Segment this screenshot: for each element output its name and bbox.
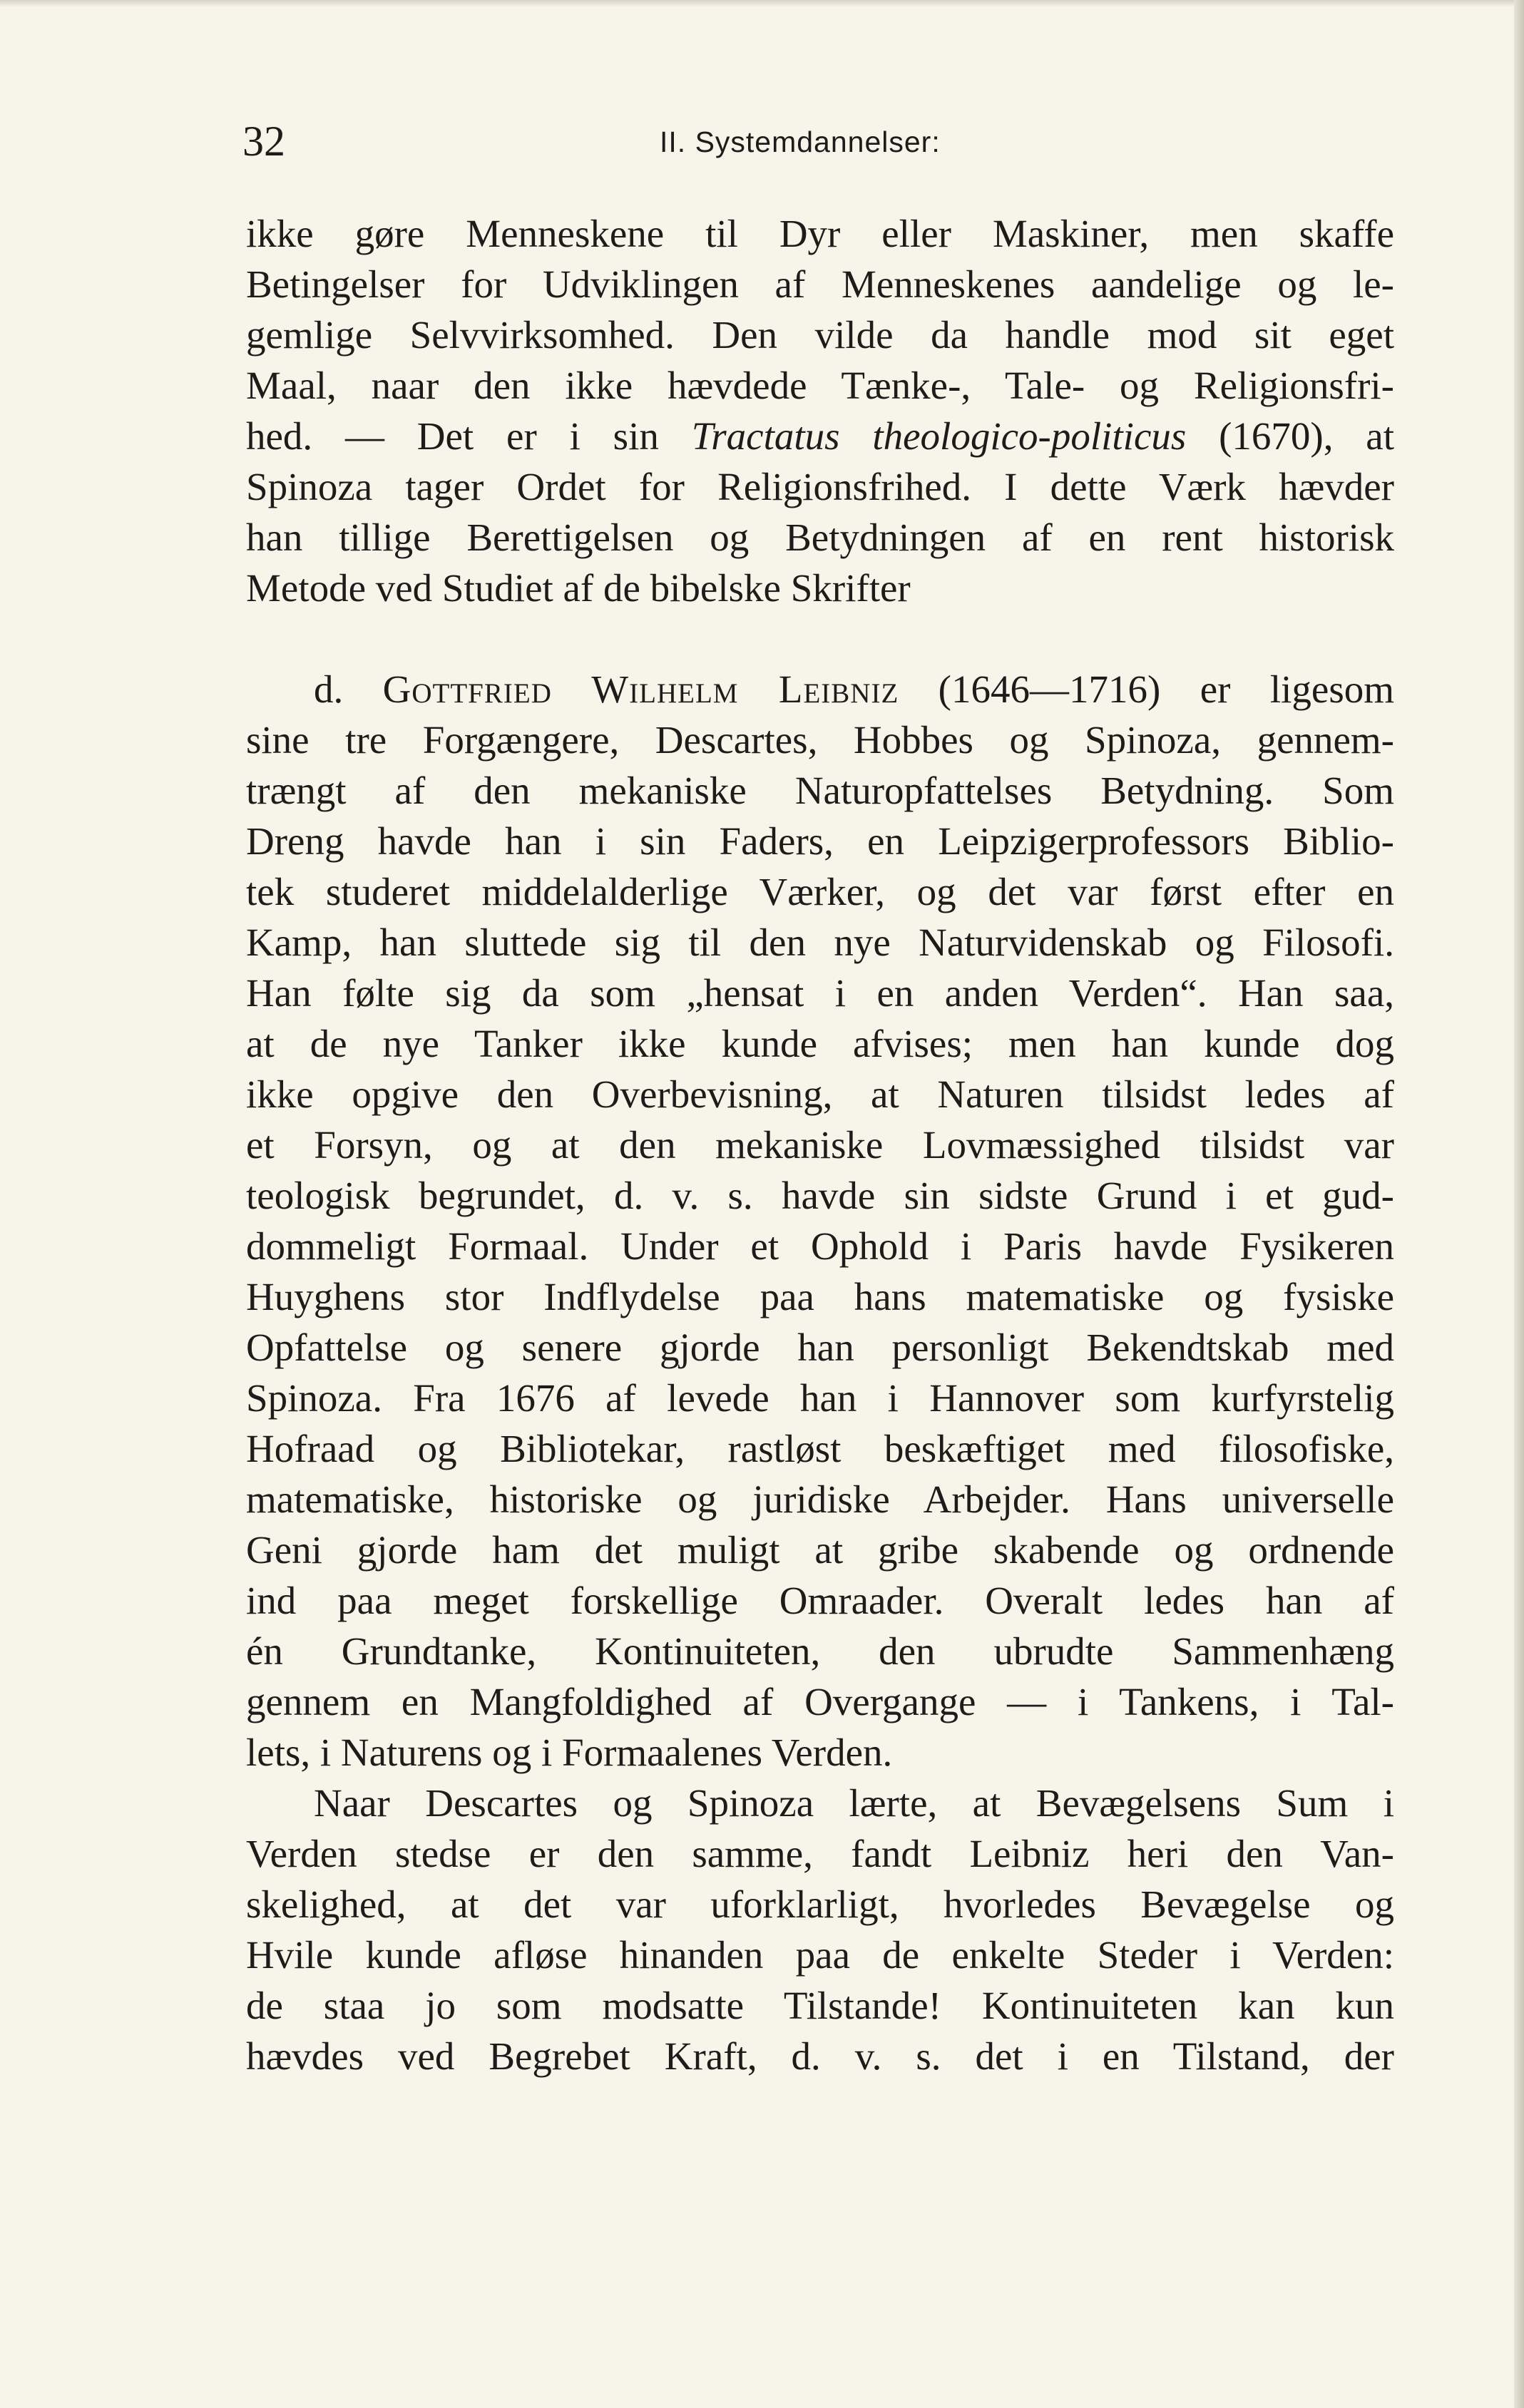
paragraph2-line: et Forsyn, og at den mekaniske Lovmæssighed tilsidst var bbox=[246, 1123, 1394, 1167]
paragraph1-line: Maal, naar den ikke hævdede Tænke-, Tale- og Religionsfri- bbox=[246, 364, 1394, 407]
paragraph1-line: gemlige Selvvirksomhed. Den vilde da handle mod sit eget bbox=[246, 313, 1394, 357]
paragraph2-line: dommeligt Formaal. Under et Ophold i Paris havde Fysikeren bbox=[246, 1224, 1394, 1268]
paragraph2-line: sine tre Forgængere, Descartes, Hobbes og Spinoza, gennem- bbox=[246, 718, 1394, 762]
paragraph2-line: Geni gjorde ham det muligt at gribe skabende og ordnende bbox=[246, 1528, 1394, 1572]
paragraph2-line: Kamp, han sluttede sig til den nye Naturvidenskab og Filosofi. bbox=[246, 921, 1394, 964]
paragraph2-line: Huyghens stor Indflydelse paa hans matematiske og fysiske bbox=[246, 1275, 1394, 1318]
paragraph2-line: Hofraad og Bibliotekar, rastløst beskæftiget med filosofiske, bbox=[246, 1427, 1394, 1470]
page-top-shadow bbox=[0, 0, 1524, 7]
line-text: (1670), at bbox=[1186, 414, 1394, 458]
paragraph2-line: gennem en Mangfoldighed af Overgange — i Tankens, i Tal- bbox=[246, 1680, 1394, 1723]
paragraph2-line: lets, i Naturens og i Formaalenes Verden. bbox=[246, 1731, 893, 1774]
body-text bbox=[246, 208, 1394, 2081]
paragraph2-line: matematiske, historiske og juridiske Arbejder. Hans universelle bbox=[246, 1477, 1394, 1521]
paragraph1-line: Metode ved Studiet af de bibelske Skrifter bbox=[246, 566, 911, 610]
paragraph2-line: ind paa meget forskellige Omraader. Overalt ledes han af bbox=[246, 1579, 1394, 1622]
paragraph1-line: ikke gøre Menneskene til Dyr eller Maskiner, men skaffe bbox=[246, 212, 1394, 255]
section-marker: d. bbox=[314, 667, 383, 711]
paragraph3-line: Naar Descartes og Spinoza lærte, at Bevægelsens Sum i bbox=[314, 1781, 1394, 1825]
paragraph2-line: Dreng havde han i sin Faders, en Leipzigerprofessors Biblio- bbox=[246, 819, 1394, 863]
paragraph3-line: hævdes ved Begrebet Kraft, d. v. s. det i en Tilstand, der bbox=[246, 2034, 1394, 2078]
paragraph2-line: Han følte sig da som „hensat i en anden Verden“. Han saa, bbox=[246, 971, 1394, 1015]
line-text: hed. — Det er i sin bbox=[246, 414, 692, 458]
running-title: II. Systemdannelser: bbox=[660, 125, 941, 158]
paragraph-gap bbox=[246, 613, 1394, 664]
paragraph3-line: de staa jo som modsatte Tilstande! Kontinuiteten kan kun bbox=[246, 1984, 1394, 2027]
paragraph2-line: Spinoza. Fra 1676 af levede han i Hannover som kurfyrstelig bbox=[246, 1376, 1394, 1420]
paragraph2-line bbox=[246, 664, 1394, 714]
paragraph2-line: én Grundtanke, Kontinuiteten, den ubrudte Sammenhæng bbox=[246, 1629, 1394, 1673]
page-number: 32 bbox=[242, 118, 285, 165]
paragraph2-line: ikke opgive den Overbevisning, at Naturen tilsidst ledes af bbox=[246, 1072, 1394, 1116]
paragraph2-line: at de nye Tanker ikke kunde afvises; men han kunde dog bbox=[246, 1022, 1394, 1065]
person-name: Gottfried Wilhelm Leibniz bbox=[382, 667, 899, 711]
paragraph2-line: trængt af den mekaniske Naturopfattelses Betydning. Som bbox=[246, 769, 1394, 812]
paragraph1-line bbox=[246, 411, 1394, 461]
page-header bbox=[242, 113, 1398, 170]
work-title: Tractatus theologico-politicus bbox=[691, 414, 1187, 458]
paragraph2-line: Opfattelse og senere gjorde han personligt Bekendtskab med bbox=[246, 1326, 1394, 1369]
page-edge-shadow bbox=[1514, 0, 1524, 2408]
paragraph3-line: skelighed, at det var uforklarligt, hvorledes Bevægelse og bbox=[246, 1882, 1394, 1926]
paragraph3-line: Hvile kunde afløse hinanden paa de enkelte Steder i Verden: bbox=[246, 1933, 1394, 1977]
paragraph2-line: tek studeret middelalderlige Værker, og det var først efter en bbox=[246, 870, 1394, 913]
paragraph3-line: Verden stedse er den samme, fandt Leibniz heri den Van- bbox=[246, 1832, 1394, 1875]
paragraph2-line: teologisk begrundet, d. v. s. havde sin sidste Grund i et gud- bbox=[246, 1174, 1394, 1217]
paragraph1-line: han tillige Berettigelsen og Betydningen af en rent historisk bbox=[246, 516, 1394, 559]
line-text: (1646—1716) er ligesom bbox=[899, 667, 1394, 711]
paragraph1-line: Spinoza tager Ordet for Religionsfrihed. I dette Værk hævder bbox=[246, 465, 1394, 508]
paragraph1-line: Betingelser for Udviklingen af Menneskenes aandelige og le- bbox=[246, 262, 1394, 306]
